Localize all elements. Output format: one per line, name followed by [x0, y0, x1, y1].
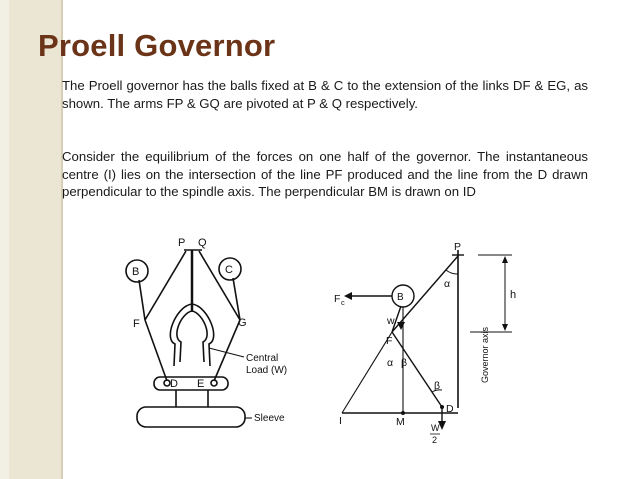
w-arrowhead [397, 322, 405, 330]
label-fc-subscript: c [341, 298, 345, 307]
label-q-left: Q [198, 237, 207, 249]
alpha-arc-top [446, 270, 458, 274]
label-e-left: E [197, 378, 205, 390]
paragraph-intro: The Proell governor has the balls fixed at B & C to the extension of the links DF & EG, as shown. The arms FP & GQ are pivoted at P & Q respectively. [62, 78, 588, 111]
link-fd [392, 332, 442, 407]
left-lower-link [145, 320, 167, 381]
slide-title: Proell Governor [38, 28, 276, 63]
label-d-left: D [170, 378, 178, 390]
label-c-left: C [225, 264, 233, 276]
label-f-right: F [386, 335, 393, 347]
label-alpha-top: α [444, 278, 451, 290]
sleeve-label: Sleeve [254, 413, 285, 424]
label-beta-d: β [434, 380, 441, 392]
h-arrowhead-bottom [502, 324, 508, 331]
h-arrowhead-top [502, 256, 508, 263]
left-governor-diagram [126, 250, 252, 427]
left-upper-arm [145, 251, 186, 320]
label-w2-numerator: W [431, 423, 440, 433]
central-load-inner [177, 311, 207, 362]
label-b-right: B [397, 292, 404, 303]
label-governor-axis: Governor axis [480, 326, 490, 383]
label-w2-denominator: 2 [432, 435, 438, 445]
arm-pf-extended [342, 332, 392, 413]
left-ball-link [139, 280, 145, 320]
label-h: h [510, 289, 517, 301]
point-m [401, 411, 405, 415]
central-load-leader [209, 348, 244, 357]
label-f-left: F [133, 318, 140, 330]
label-m: M [396, 416, 405, 428]
label-i: I [339, 415, 342, 427]
label-alpha-f: α [387, 357, 394, 369]
label-beta-f: β [401, 357, 408, 369]
label-p-right: P [454, 241, 462, 253]
left-diagram-labels [132, 237, 287, 424]
central-load-label-1: Central [246, 353, 279, 364]
fc-arrowhead [344, 292, 352, 300]
right-diagram-labels [334, 241, 516, 445]
label-w: w [387, 315, 395, 327]
point-d [440, 405, 444, 409]
sleeve [137, 407, 245, 427]
label-p-left: P [178, 237, 186, 249]
label-fc: F [334, 293, 341, 305]
label-d-right: D [446, 403, 454, 415]
label-b-left: B [132, 266, 140, 278]
paragraph-equilibrium: Consider the equilibrium of the forces on one half of the governor. The instantaneous centre (I) lies on the intersection of the line PF produced and the line from the D drawn perpendicular to the spindle axis. The perpendicular BM is drawn on ID [62, 149, 588, 199]
central-load-label-2: Load (W) [246, 365, 288, 376]
label-g-left: G [238, 317, 247, 329]
